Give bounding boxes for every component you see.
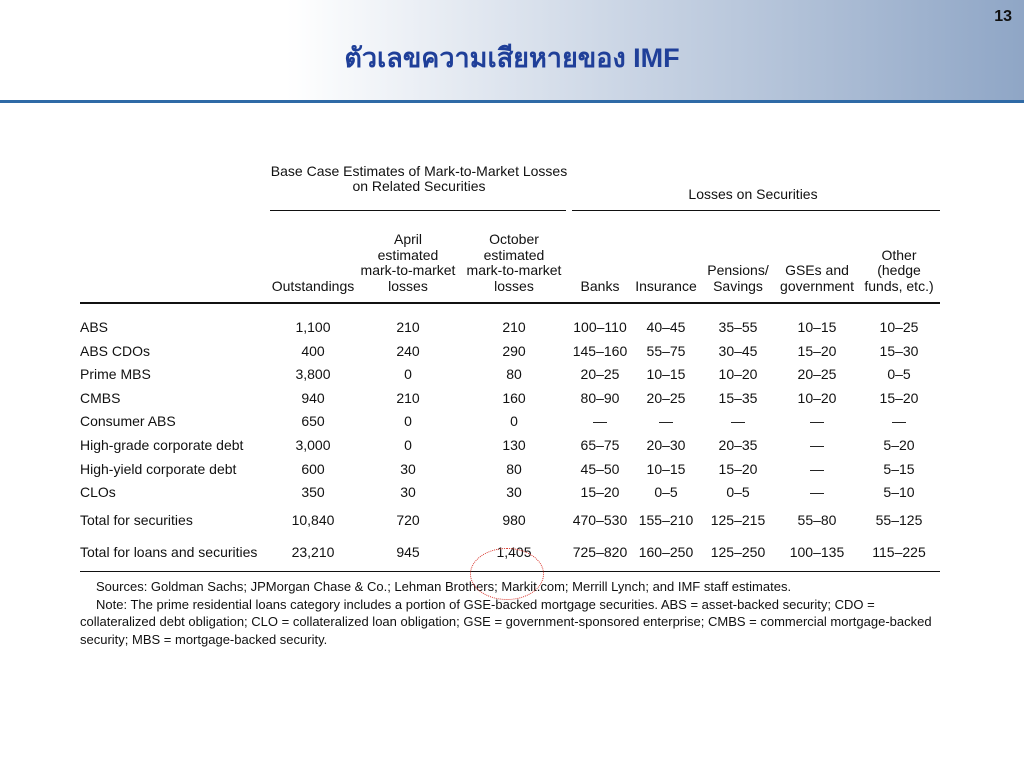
table-cell: 0–5 [654,484,678,501]
table-cell: 80 [506,460,522,477]
group-rule-right [572,210,940,211]
table-cell: 15–35 [718,389,758,406]
column-header-line: mark-to-market [360,262,456,279]
table-row [80,410,940,434]
table-body [80,304,940,505]
group-header-left [270,164,568,195]
column-header-6 [700,263,776,294]
table-cell: 20–25 [797,366,837,383]
table-cell: 210 [396,319,420,336]
table-cell: 400 [301,342,325,359]
table-cell: 1,100 [295,319,331,336]
table-cell: 350 [301,484,325,501]
table-cell: 55–75 [646,342,686,359]
table-cell: 40–45 [646,319,686,336]
row-label: CMBS [80,389,121,406]
column-header-line: government [780,277,854,294]
group-header-row [80,160,940,212]
column-header-1 [270,279,356,294]
column-header-line: estimated [377,246,439,263]
group-rule-left [270,210,566,211]
column-header-line: (hedge [877,262,921,279]
table-cell: 3,800 [295,366,331,383]
note-text: Note: The prime residential loans category includes a portion of GSE-backed mortgage securities. ABS = asset-backed security; CDO = collateralized debt obligation; CLO = collateralized loan obligation; GSE = government-sponsored enterprise; CMBS = commercial mortgage-backed security; MBS = mortgage-backed security. [80,596,932,647]
row-label: Consumer ABS [80,413,176,430]
total-cell: 55–125 [875,512,923,529]
table-cell: 10–15 [797,319,837,336]
group-header-left-line1: Base Case Estimates of Mark-to-Market Losses [270,163,568,179]
table-cell: 210 [396,389,420,406]
column-header-line: Outstandings [271,277,355,294]
table-cell: 290 [502,342,526,359]
table-cell: — [810,437,824,454]
column-header-line: losses [388,277,428,294]
column-header-8 [858,248,940,294]
table-cell: 10–25 [879,319,919,336]
table-cell: 10–15 [646,366,686,383]
column-header-4 [568,279,632,294]
slide-number: 13 [994,8,1012,25]
table-bottom-rule [80,571,940,573]
table-cell: 15–20 [718,460,758,477]
table-cell: 940 [301,389,325,406]
row-label: High-yield corporate debt [80,460,237,477]
column-header-line: April [393,231,422,248]
table-cell: 30 [400,460,416,477]
total-row [80,537,940,569]
table-cell: 5–20 [883,437,915,454]
table-cell: 0–5 [726,484,750,501]
column-header-line: October [489,231,539,248]
table-row [80,458,940,482]
total-label: Total for loans and securities [80,544,258,561]
total-cell: 125–250 [710,544,766,561]
total-cell: 160–250 [638,544,694,561]
table-totals [80,505,940,569]
total-cell: 55–80 [797,512,837,529]
row-label: ABS [80,319,109,336]
table-cell: 35–55 [718,319,758,336]
column-header-line: Pensions/ [707,262,769,279]
group-header-right: Losses on Securities [688,186,818,202]
total-cell: 10,840 [291,512,335,529]
table-cell: 0 [404,413,412,430]
total-cell: 470–530 [572,512,628,529]
table-row [80,340,940,364]
column-header-row [80,212,940,302]
row-label: High-grade corporate debt [80,437,244,454]
table-cell: 30 [400,484,416,501]
losses-table [80,160,940,648]
table-cell: 145–160 [572,342,628,359]
column-header-line: GSEs and [785,262,849,279]
total-cell: 100–135 [789,544,845,561]
total-cell: 155–210 [638,512,694,529]
column-header-2 [356,232,460,294]
column-header-line: losses [494,277,534,294]
column-header-line: Banks [580,277,620,294]
total-cell: 125–215 [710,512,766,529]
table-cell: 0 [404,437,412,454]
column-header-3 [460,232,568,294]
table-row [80,387,940,411]
total-cell: 115–225 [872,544,926,561]
column-header-line: estimated [483,246,545,263]
table-cell: — [593,413,607,430]
table-cell: — [810,413,824,430]
table-cell: — [731,413,745,430]
table-cell: — [810,460,824,477]
table-cell: 80 [506,366,522,383]
total-cell: 1,405 [496,544,532,561]
table-cell: 15–20 [879,389,919,406]
table-cell: 0 [510,413,518,430]
table-cell: 15–30 [879,342,919,359]
row-label: CLOs [80,484,116,501]
table-cell: 240 [396,342,420,359]
table-cell: 130 [502,437,526,454]
table-cell: 5–15 [883,460,915,477]
table-cell: — [659,413,673,430]
table-cell: 45–50 [580,460,620,477]
table-cell: 0–5 [887,366,911,383]
column-header-7 [776,263,858,294]
table-cell: 20–25 [580,366,620,383]
table-cell: — [810,484,824,501]
total-cell: 980 [502,512,526,529]
group-header-left-line2: on Related Securities [352,178,486,195]
row-label: Prime MBS [80,366,151,383]
table-cell: 65–75 [580,437,620,454]
table-row [80,316,940,340]
row-label: ABS CDOs [80,342,151,359]
table-cell: 0 [404,366,412,383]
table-row [80,363,940,387]
table-notes [80,578,940,648]
column-header-line: Insurance [635,277,697,294]
column-header-line: mark-to-market [466,262,562,279]
table-cell: 10–20 [797,389,837,406]
table-cell: 20–35 [718,437,758,454]
total-label: Total for securities [80,512,193,529]
table-cell: 20–25 [646,389,686,406]
table-cell: 80–90 [580,389,620,406]
total-cell: 945 [396,544,420,561]
column-header-5 [632,279,700,294]
table-cell: 100–110 [573,319,627,336]
table-cell: — [892,413,906,430]
table-cell: 15–20 [797,342,837,359]
table-cell: 20–30 [646,437,686,454]
table-cell: 3,000 [295,437,331,454]
slide-title: ตัวเลขความเสียหายของ IMF [344,43,680,73]
header-rule [0,100,1024,103]
table-cell: 210 [502,319,526,336]
table-cell: 10–20 [718,366,758,383]
total-cell: 725–820 [572,544,628,561]
total-cell: 720 [396,512,420,529]
total-row [80,505,940,537]
table-cell: 600 [301,460,325,477]
table-cell: 10–15 [646,460,686,477]
table-cell: 15–20 [580,484,620,501]
table-row [80,434,940,458]
column-header-line: Savings [713,277,763,294]
column-header-line: Other [881,246,917,263]
table-row [80,481,940,505]
table-cell: 160 [502,389,526,406]
table-cell: 30 [506,484,522,501]
table-cell: 30–45 [718,342,758,359]
table-cell: 650 [301,413,325,430]
total-cell: 23,210 [291,544,335,561]
sources-text: Sources: Goldman Sachs; JPMorgan Chase & Co.; Lehman Brothers; Markit.com; Merrill Lynch; and IMF staff estimates. [96,579,792,595]
table-cell: 5–10 [883,484,915,501]
column-header-line: funds, etc.) [864,277,934,294]
